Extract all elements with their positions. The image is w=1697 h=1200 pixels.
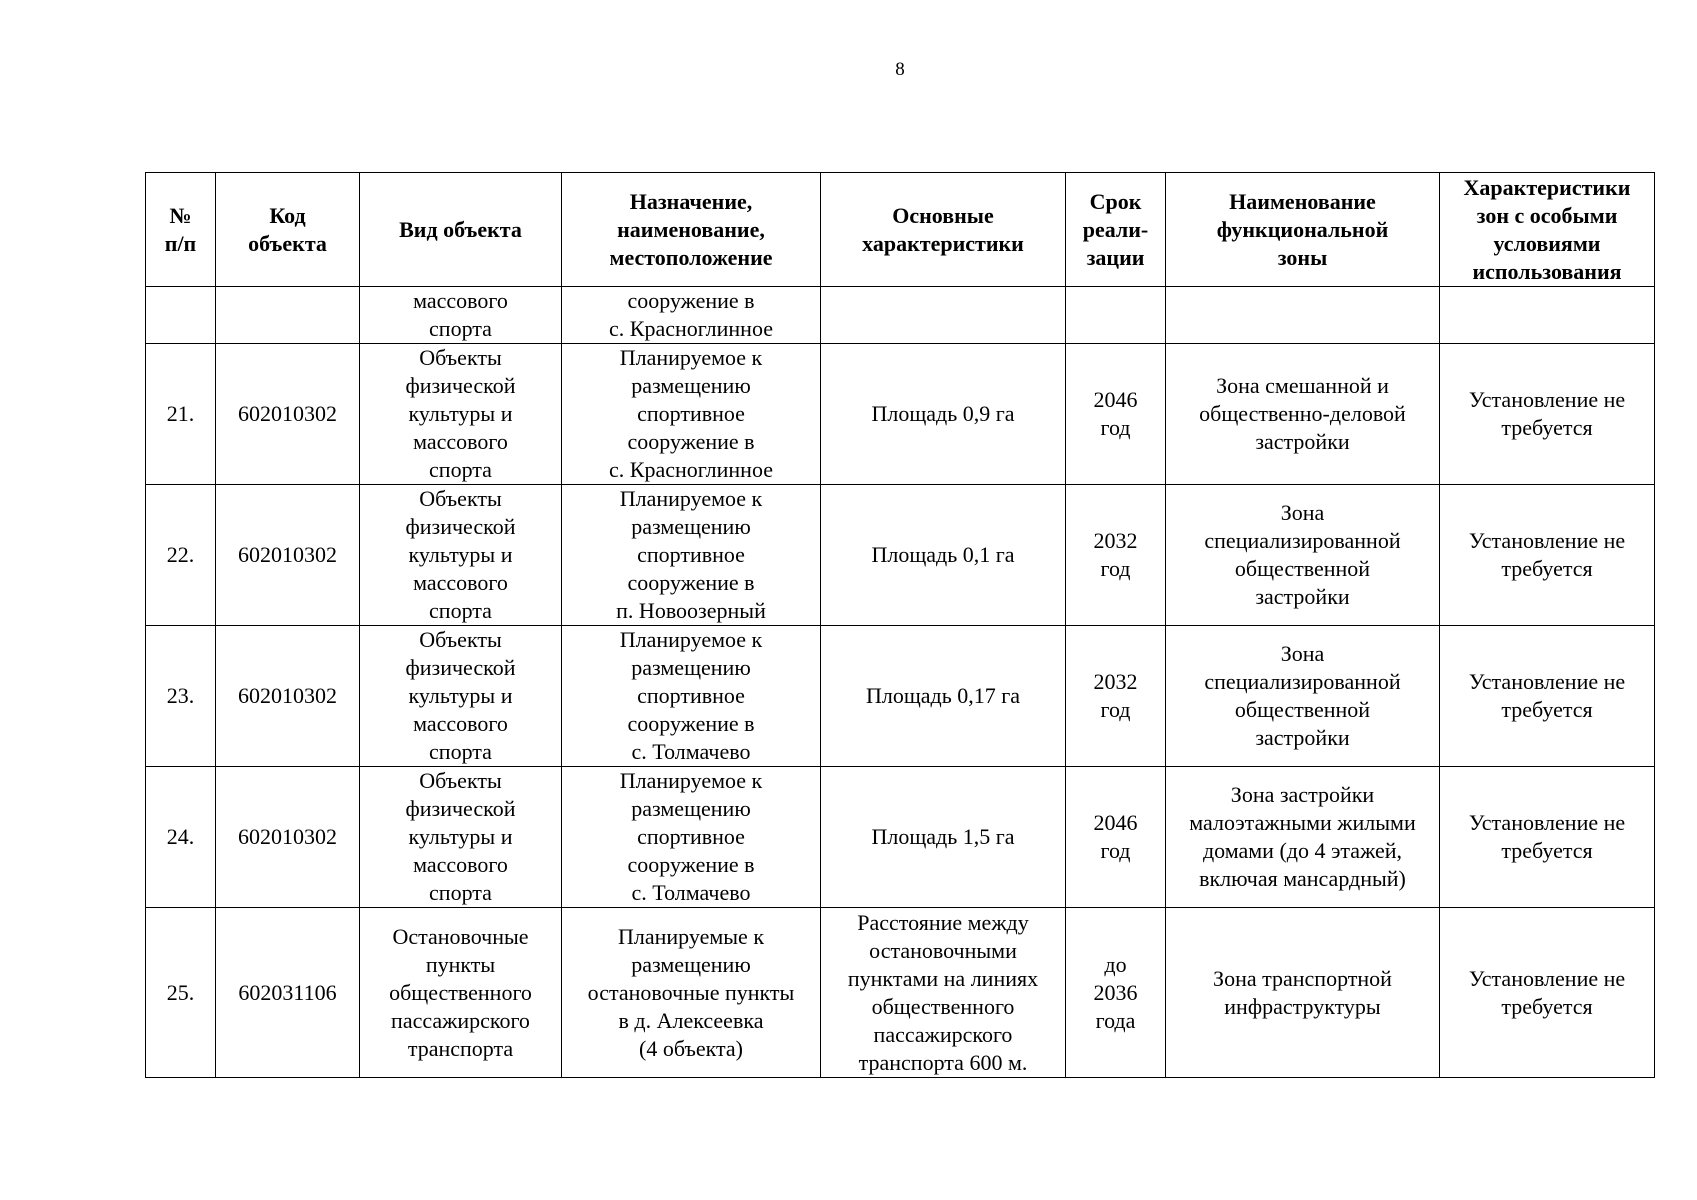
cell-zone-name [1166,908,1440,1078]
cell-line: зоны [1277,244,1328,270]
cell-line: сооружение в [627,429,755,454]
cell-line: требуется [1501,993,1593,1019]
cell-line: транспорта [407,1035,514,1061]
cell-line: пункты [425,951,496,977]
cell-line: культуры и [408,401,513,426]
cell-line: требуется [1501,556,1593,581]
cell-special-zones [1440,485,1655,626]
cell-line: инфраструктуры [1224,993,1381,1019]
cell-line: наименование, [617,216,765,242]
cell-line: малоэтажными жилыми [1189,810,1416,835]
cell-line: физической [405,514,516,539]
cell-line: 2032 [1093,528,1138,553]
cell-line: спортивное [637,542,745,567]
cell-line: п/п [164,230,197,256]
cell-line [1444,301,1650,329]
cell-line: общественной [1234,556,1371,581]
cell-line: размещению [631,373,751,398]
cell-line: год [1100,415,1131,440]
cell-line: Установление не [1468,387,1626,412]
cell-number [146,287,216,344]
cell-line: массового [413,429,508,454]
header-special-zones [1440,173,1655,287]
cell-line: застройки [1255,429,1350,454]
table-row [146,485,1655,626]
cell-line: культуры и [408,683,513,708]
cell-line: Объекты [419,345,502,370]
cell-code [216,287,360,344]
cell-code [216,626,360,767]
cell-code [216,767,360,908]
cell-line: требуется [1501,697,1593,722]
cell-line [220,301,355,329]
cell-line: Планируемое к [619,627,763,652]
cell-purpose [562,767,821,908]
cell-line: Срок [1089,188,1142,214]
cell-term [1066,485,1166,626]
cell-line: Установление не [1468,965,1626,991]
cell-line: Планируемые к [617,923,765,949]
cell-purpose [562,485,821,626]
cell-object-type [360,767,562,908]
cell-line: спортивное [637,824,745,849]
cell-line: Зона [1280,641,1325,666]
cell-line: года [1095,1007,1136,1033]
cell-line: включая мансардный) [1199,866,1406,891]
cell-line: культуры и [408,824,513,849]
cell-number [146,767,216,908]
cell-line: спорта [429,598,492,623]
cell-purpose [562,344,821,485]
cell-number [146,908,216,1078]
cell-line [1070,301,1161,329]
cell-object-type [360,626,562,767]
cell-zone-name [1166,485,1440,626]
cell-line: Площадь 0,9 га [871,401,1015,426]
cell-line: застройки [1255,725,1350,750]
header-zone-name [1166,173,1440,287]
cell-code [216,485,360,626]
cell-characteristics [821,287,1066,344]
cell-line: требуется [1501,415,1593,440]
cell-line: общественной [1234,697,1371,722]
cell-object-type [360,344,562,485]
cell-line: Установление не [1468,528,1626,553]
cell-line: 2046 [1093,810,1138,835]
cell-line: с. Толмачево [631,739,751,764]
cell-code [216,908,360,1078]
cell-line: зации [1086,244,1145,270]
cell-line: остановочные пункты [587,979,795,1005]
cell-special-zones [1440,767,1655,908]
cell-line: общественно-деловой [1199,401,1406,426]
cell-line: Характеристики [1463,174,1631,200]
cell-line: 22. [166,542,195,567]
cell-special-zones [1440,626,1655,767]
cell-object-type [360,485,562,626]
header-code [216,173,360,287]
cell-line: общественного [871,993,1015,1019]
cell-line: массового [413,711,508,736]
objects-table [145,172,1655,1078]
cell-line: Площадь 1,5 га [871,824,1015,849]
cell-line: 602010302 [238,683,337,708]
header-number [146,173,216,287]
cell-line: использования [1472,258,1622,284]
cell-line: размещению [631,796,751,821]
cell-line: условиями [1493,230,1601,256]
cell-line: спорта [429,739,492,764]
cell-line: год [1100,556,1131,581]
cell-term [1066,767,1166,908]
cell-line: Наименование [1229,188,1376,214]
cell-line [1170,301,1435,329]
cell-line: 602031106 [238,979,337,1005]
cell-zone-name [1166,767,1440,908]
cell-line: требуется [1501,838,1593,863]
cell-line: Объекты [419,768,502,793]
table-header [146,173,1655,287]
cell-line: Планируемое к [619,486,763,511]
cell-zone-name [1166,287,1440,344]
cell-line: 2036 [1093,979,1138,1005]
cell-line: Зона транспортной [1213,965,1392,991]
cell-line: пассажирского [873,1021,1013,1047]
cell-line [150,301,211,329]
cell-line: характеристики [862,230,1024,256]
cell-special-zones [1440,344,1655,485]
cell-line: зон с особыми [1476,202,1618,228]
cell-line: сооружение в [627,711,755,736]
cell-line: Основные [892,202,994,228]
cell-line: 602010302 [238,401,337,426]
cell-line: № [169,202,192,228]
header-object-type [360,173,562,287]
cell-number [146,485,216,626]
cell-line: спорта [429,316,492,341]
cell-line: сооружение в [627,288,755,313]
cell-characteristics [821,908,1066,1078]
header-term [1066,173,1166,287]
cell-line: 23. [166,683,195,708]
cell-line: до [1104,951,1127,977]
cell-line: Установление не [1468,669,1626,694]
cell-characteristics [821,626,1066,767]
cell-purpose [562,908,821,1078]
cell-line: Расстояние между [857,909,1029,935]
cell-line: Объекты [419,486,502,511]
cell-line: Вид объекта [399,216,522,242]
cell-term [1066,287,1166,344]
cell-zone-name [1166,626,1440,767]
cell-line: спорта [429,880,492,905]
cell-line: общественного [389,979,532,1005]
cell-line: Зона смешанной и [1216,373,1389,398]
cell-zone-name [1166,344,1440,485]
cell-line: пунктами на линиях [847,965,1039,991]
cell-line: 602010302 [238,824,337,849]
cell-line: функциональной [1216,216,1389,242]
cell-line: спортивное [637,683,745,708]
header-purpose [562,173,821,287]
cell-line: сооружение в [627,570,755,595]
cell-line: размещению [631,514,751,539]
table-row [146,344,1655,485]
cell-line: год [1100,697,1131,722]
cell-line: застройки [1255,584,1350,609]
cell-line: Объекты [419,627,502,652]
cell-line: Зона застройки [1230,782,1375,807]
cell-line: массового [413,288,508,313]
cell-code [216,344,360,485]
cell-line: с. Красноглинное [609,457,773,482]
cell-term [1066,344,1166,485]
cell-line: 25. [166,979,195,1005]
cell-purpose [562,287,821,344]
cell-line: домами (до 4 этажей, [1202,838,1403,863]
cell-line: 2032 [1093,669,1138,694]
cell-line: с. Толмачево [631,880,751,905]
cell-object-type [360,287,562,344]
cell-special-zones [1440,908,1655,1078]
cell-line: культуры и [408,542,513,567]
cell-line: Планируемое к [619,345,763,370]
cell-characteristics [821,485,1066,626]
cell-line: 24. [166,824,195,849]
cell-line: Установление не [1468,810,1626,835]
cell-line: транспорта 600 м. [858,1049,1028,1075]
cell-line: массового [413,570,508,595]
table-row [146,908,1655,1078]
cell-term [1066,626,1166,767]
cell-line: объекта [248,230,327,256]
cell-line: с. Красноглинное [609,316,773,341]
cell-line: пассажирского [391,1007,530,1033]
cell-line: сооружение в [627,852,755,877]
cell-line: 21. [166,401,195,426]
cell-line: размещению [631,655,751,680]
cell-line: Площадь 0,17 га [865,683,1021,708]
cell-number [146,626,216,767]
cell-line: Зона [1280,500,1325,525]
cell-line: физической [405,373,516,398]
cell-characteristics [821,767,1066,908]
cell-line: спорта [429,457,492,482]
cell-line: Код [269,202,306,228]
cell-line: массового [413,852,508,877]
cell-line: остановочными [869,937,1017,963]
cell-line: местоположение [609,244,773,270]
cell-object-type [360,908,562,1078]
cell-line: физической [405,655,516,680]
cell-line [825,301,1061,329]
cell-line: 602010302 [238,542,337,567]
cell-line: Назначение, [629,188,753,214]
table-header-row [146,173,1655,287]
cell-number [146,344,216,485]
cell-line: специализированной [1204,669,1401,694]
cell-line: Планируемое к [619,768,763,793]
table-body [146,287,1655,1078]
cell-line: специализированной [1204,528,1401,553]
cell-line: год [1100,838,1131,863]
cell-line: физической [405,796,516,821]
cell-line: (4 объекта) [639,1035,743,1061]
cell-line: реали- [1082,216,1149,242]
cell-line: Площадь 0,1 га [871,542,1015,567]
cell-line: размещению [631,951,751,977]
cell-characteristics [821,344,1066,485]
cell-line: п. Новоозерный [616,598,766,623]
cell-line: 2046 [1093,387,1138,412]
cell-line: в д. Алексеевка [618,1007,764,1033]
cell-term [1066,908,1166,1078]
cell-special-zones [1440,287,1655,344]
table-row [146,767,1655,908]
header-characteristics [821,173,1066,287]
table-row [146,287,1655,344]
cell-line: спортивное [637,401,745,426]
page-number: 8 [895,59,905,80]
cell-line: Остановочные [392,923,529,949]
cell-purpose [562,626,821,767]
table-row [146,626,1655,767]
